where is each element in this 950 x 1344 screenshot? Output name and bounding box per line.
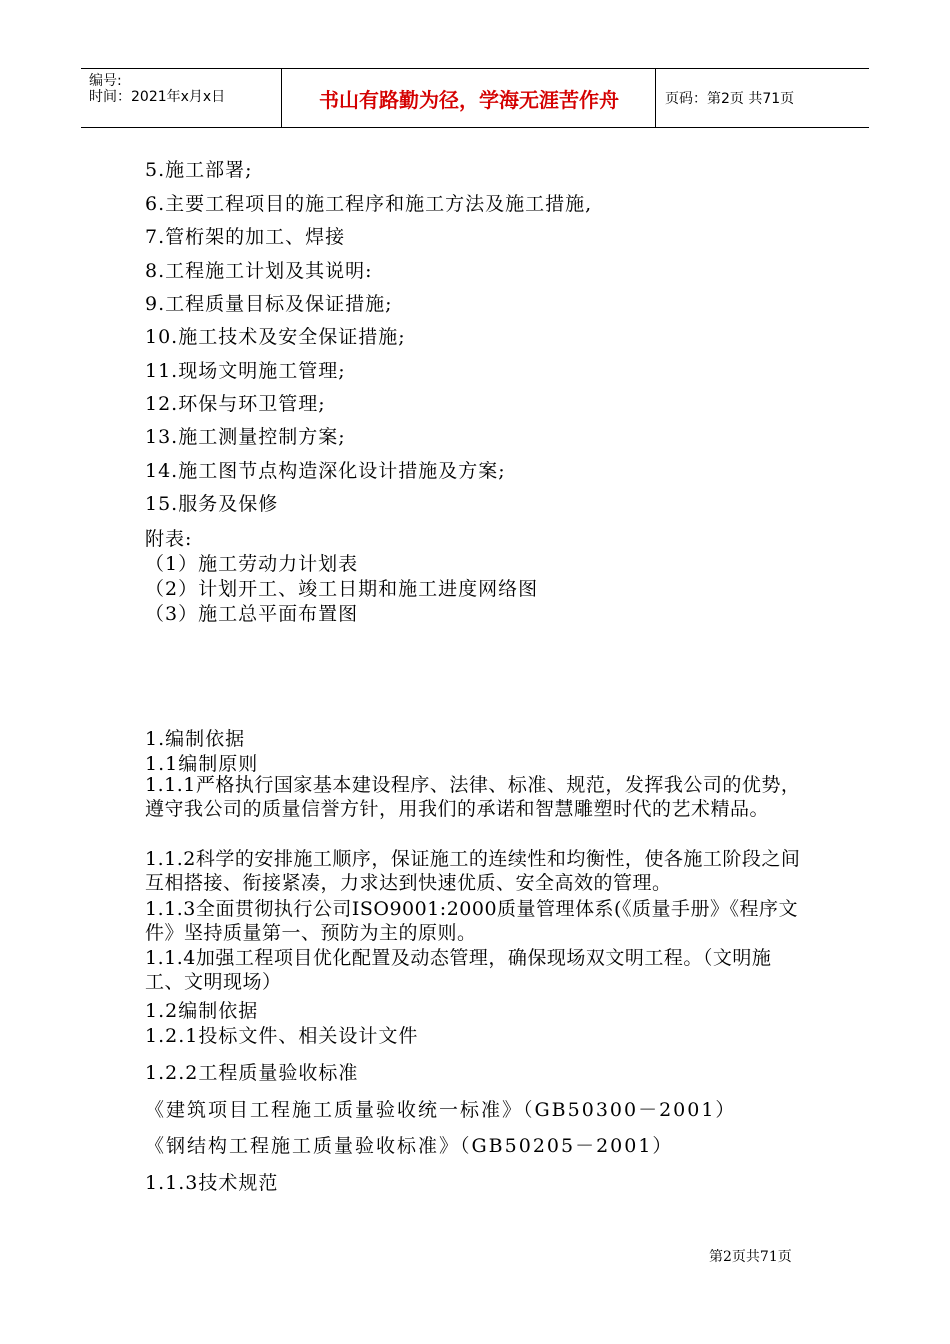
toc-item: 5.施工部署; — [145, 159, 253, 181]
toc-item: 8.工程施工计划及其说明: — [145, 260, 373, 282]
paragraph: 1.1.4加强工程项目优化配置及动态管理，确保现场双文明工程。（文明施工、文明现场） — [145, 947, 772, 993]
toc-item: 15.服务及保修 — [145, 493, 279, 515]
paragraph: 1.1.3技术规范 — [145, 1172, 279, 1194]
toc-item: 12.环保与环卫管理; — [145, 393, 326, 415]
header-divider — [281, 69, 282, 127]
paragraph: 1.1.3全面贯彻执行公司ISO9001:2000质量管理体系(《质量手册》《程序文件》坚持质量第一、预防为主的原则。 — [145, 898, 798, 944]
appendix-title: 附表: — [145, 528, 193, 550]
toc-item: 7.管桁架的加工、焊接 — [145, 226, 346, 248]
header-page-info: 页码：第2页 共71页 — [665, 91, 795, 107]
header-meta — [81, 69, 281, 127]
paragraph: 1.2.2工程质量验收标准 — [145, 1062, 359, 1084]
toc-item: 9.工程质量目标及保证措施; — [145, 293, 393, 315]
standard-item: 《建筑项目工程施工质量验收统一标准》（GB50300－2001） — [145, 1099, 737, 1121]
subsection-heading: 1.2编制依据 — [145, 1000, 259, 1022]
subsection-heading: 1.1编制原则 — [145, 753, 259, 775]
paragraph: 1.2.1投标文件、相关设计文件 — [145, 1025, 419, 1047]
page-footer: 第2页共71页 — [709, 1249, 792, 1265]
standard-item: 《钢结构工程施工质量验收标准》（GB50205－2001） — [145, 1135, 674, 1157]
header-divider — [655, 69, 656, 127]
document-number-label: 编号: — [89, 73, 122, 89]
document-time: 时间：2021年x月x日 — [89, 89, 226, 105]
toc-item: 6.主要工程项目的施工程序和施工方法及施工措施, — [145, 193, 593, 215]
paragraph: 1.1.2科学的安排施工顺序，保证施工的连续性和均衡性，使各施工阶段之间互相搭接、衔接紧凑，力求达到快速优质、安全高效的管理。 — [145, 848, 801, 894]
appendix-item: （2）计划开工、竣工日期和施工进度网络图 — [145, 578, 539, 600]
toc-item: 14.施工图节点构造深化设计措施及方案; — [145, 460, 506, 482]
page-header — [81, 68, 869, 128]
toc-item: 13.施工测量控制方案; — [145, 426, 346, 448]
header-motto: 书山有路勤为径，学海无涯苦作舟 — [319, 87, 619, 112]
toc-item: 10.施工技术及安全保证措施; — [145, 326, 406, 348]
section-heading: 1.编制依据 — [145, 728, 246, 750]
toc-item: 11.现场文明施工管理; — [145, 360, 346, 382]
appendix-item: （1）施工劳动力计划表 — [145, 553, 359, 575]
paragraph: 1.1.1严格执行国家基本建设程序、法律、标准、规范，发挥我公司的优势，遵守我公司的质量信誉方针，用我们的承诺和智慧雕塑时代的艺术精品。 — [145, 774, 801, 820]
appendix-item: （3）施工总平面布置图 — [145, 603, 359, 625]
